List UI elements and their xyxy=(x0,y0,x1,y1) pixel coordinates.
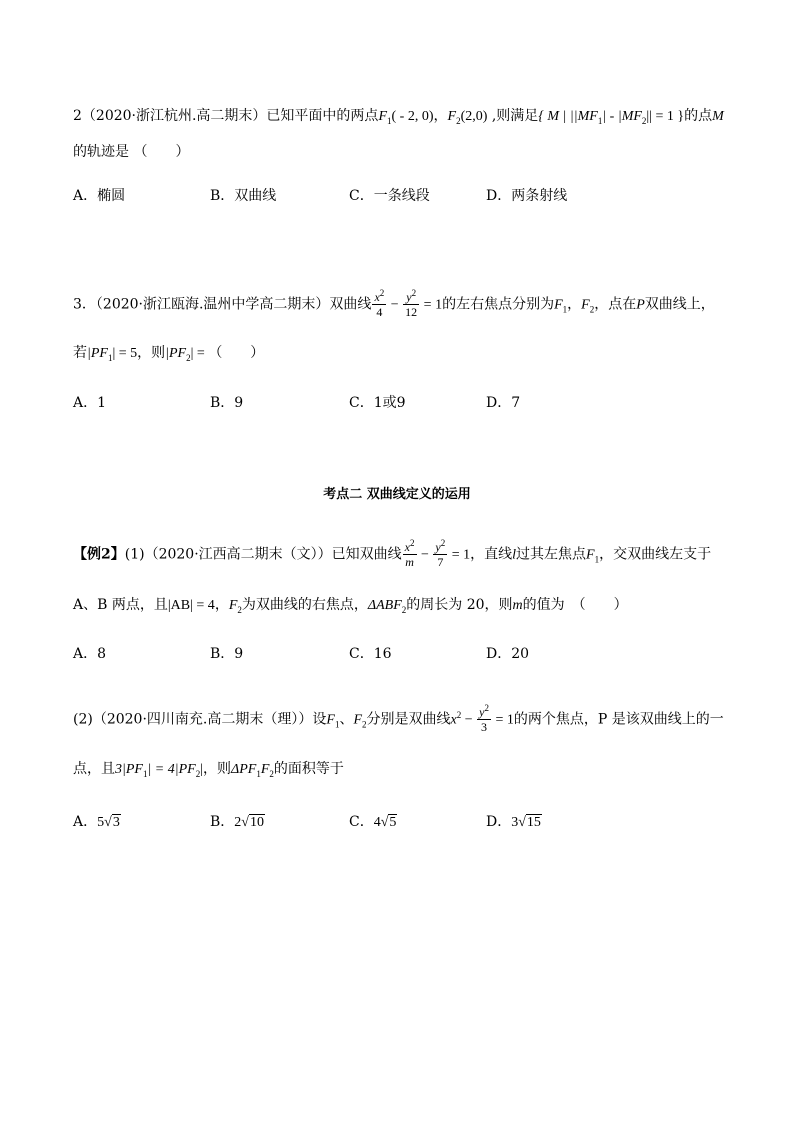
ex2a-fraction-x: $\frac{x^2}{m}$ xyxy=(404,538,415,569)
q3-line2: 若$|PF_1| = 5$，则$|PF_2|$ = （ ） xyxy=(73,345,265,363)
q2-prefix: 2（2020·浙江杭州.高二期末）已知平面中的两点 xyxy=(73,108,379,124)
ex2b-fraction-y: $\frac{y^2}{3}$ xyxy=(479,703,489,734)
ex2a-option-b: B．9 xyxy=(210,646,244,662)
q2-line2: 的轨迹是 （ ） xyxy=(73,144,190,160)
example-tag: 【例2】 xyxy=(73,546,125,563)
ex2a-line1: 【例2】(1)（2020·江西高二期末（文））已知双曲线 $\frac{x^2}{m}$ − $\frac{y^2}{7}$ = 1，直线l过其左焦点$F_1$，交双曲线左支于 xyxy=(73,538,712,569)
ex2b-line1: (2)（2020·四川南充.高二期末（理））设$F_1$、$F_2$分别是双曲线$x^2$ − $\frac{y^2}{3}$ = 1的两个焦点，P 是该双曲线上的一 xyxy=(73,703,724,734)
q2-option-b: B．双曲线 xyxy=(210,188,277,204)
q3-fraction-x: $\frac{x^2}{4}$ xyxy=(374,288,385,319)
ex2a-option-c: C．16 xyxy=(349,646,392,662)
q3-option-b: B．9 xyxy=(210,395,244,411)
q2-option-a: A．椭圆 xyxy=(73,188,126,204)
ex2b-option-b: B．2√10 xyxy=(210,814,264,830)
q2-option-d: D．两条射线 xyxy=(486,188,568,204)
ex2a-fraction-y: $\frac{y^2}{7}$ xyxy=(435,538,446,569)
q3-fraction-y: $\frac{y^2}{12}$ xyxy=(405,288,418,319)
q3-line1: 3．（2020·浙江瓯海.温州中学高二期末）双曲线 $\frac{x^2}{4}$ − $\frac{y^2}{12}$ = 1的左右焦点分别为$F_1$，$F_2$，点在P双曲线上， xyxy=(73,288,715,319)
ex2b-option-a: A．5√3 xyxy=(73,814,120,830)
ex2b-line2: 点，且$3|PF_1| = 4|PF_2|$，则$\Delta PF_1F_2$的面积等于 xyxy=(73,761,344,779)
q2-line1: 2（2020·浙江杭州.高二期末）已知平面中的两点$F_1( - 2$, 0)，$F_2(2,0)$ ,则满足{ M | $||MF_1| - |MF_2|| = 1$ }的点M xyxy=(73,108,724,126)
ex2b-option-c: C．4√5 xyxy=(349,814,397,830)
q3-option-c: C．1或9 xyxy=(349,395,406,411)
q2-option-c: C．一条线段 xyxy=(349,188,430,204)
q3-option-a: A．1 xyxy=(73,395,107,411)
ex2b-option-d: D．3√15 xyxy=(486,814,541,830)
ex2a-option-a: A．8 xyxy=(73,646,107,662)
q3-option-d: D．7 xyxy=(486,395,521,411)
ex2a-line2: A、B 两点，且|AB| = 4，$F_2$为双曲线的右焦点，$\Delta ABF_2$的周长为 20，则m的值为 （ ） xyxy=(73,597,628,615)
section-title: 考点二 双曲线定义的运用 xyxy=(323,487,471,502)
ex2a-option-d: D．20 xyxy=(486,646,530,662)
